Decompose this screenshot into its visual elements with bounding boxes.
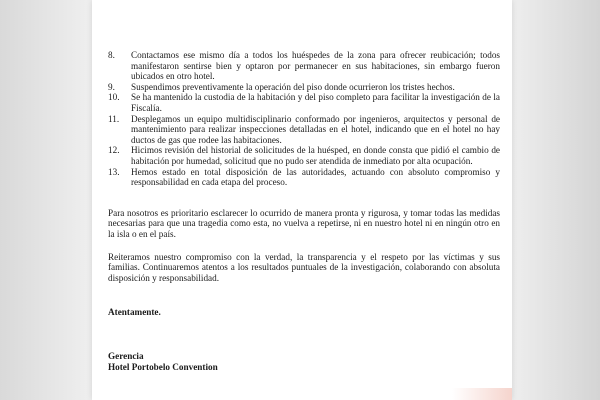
list-item: [108, 50, 500, 82]
signature-block: [108, 351, 500, 373]
list-item-number: 9.: [108, 81, 115, 92]
document-body: [108, 50, 500, 373]
paragraph-commitment: Reiteramos nuestro compromiso con la verdad, la transparencia y el respeto por las víctimas y sus familias. Continuaremos atentos a los resultados puntuales de la investigación, colaborando con absoluta disposición y responsabilidad.: [108, 251, 500, 283]
list-item-number: 8.: [108, 50, 115, 60]
list-item-number: 12.: [108, 145, 120, 156]
list-item: [108, 167, 500, 188]
paragraph-priority: Para nosotros es prioritario esclarecer lo ocurrido de manera pronta y rigurosa, y tomar todas las medidas necesarias para que una tragedia como esta, no vuelva a repetirse, ni en nuestro hotel ni en ningún otro en la isla o en el país.: [108, 207, 500, 239]
decorative-corner-accent: [452, 388, 512, 400]
signature-department: Gerencia: [108, 350, 144, 361]
document-page: [92, 0, 512, 400]
list-item-text: Hicimos revisión del historial de solicitudes de la huésped, en donde consta que pidió el cambio de habitación por humedad, solicitud que no pudo ser atendida de inmediato por alta ocupación.: [131, 145, 500, 166]
list-item-number: 10.: [108, 92, 120, 103]
numbered-list: [108, 50, 500, 188]
list-item-text: Hemos estado en total disposición de las autoridades, actuando con absoluto compromiso y responsabilidad en cada etapa del proceso.: [131, 166, 500, 188]
signature-organization: Hotel Portobelo Convention: [108, 361, 218, 372]
background-right: [505, 0, 600, 400]
list-item-number: 11.: [108, 113, 120, 124]
list-item: [108, 114, 500, 146]
list-item-number: 13.: [108, 166, 120, 177]
closing-salutation: Atentamente.: [108, 307, 161, 318]
list-item: [108, 82, 500, 93]
list-item: [108, 145, 500, 166]
list-item-text: Suspendimos preventivamente la operación del piso donde ocurrieron los tristes hechos.: [131, 81, 455, 92]
list-item-text: Contactamos ese mismo día a todos los huéspedes de la zona para ofrecer reubicación; todos manifestaron sentirse bien y optaron por permanecer en sus habitaciones, sin embargo fueron ubicados en otro hotel.: [131, 50, 500, 82]
background-left: [0, 0, 95, 400]
list-item-text: Se ha mantenido la custodia de la habitación y del piso completo para facilitar la investigación de la Fiscalía.: [131, 92, 500, 113]
list-item: [108, 92, 500, 113]
list-item-text: Desplegamos un equipo multidisciplinario conformado por ingenieros, arquitectos y personal de mantenimiento para realizar inspecciones detalladas en el hotel, indicando que en el hotel no hay ductos de gas que rodee las habitaciones.: [131, 113, 500, 145]
